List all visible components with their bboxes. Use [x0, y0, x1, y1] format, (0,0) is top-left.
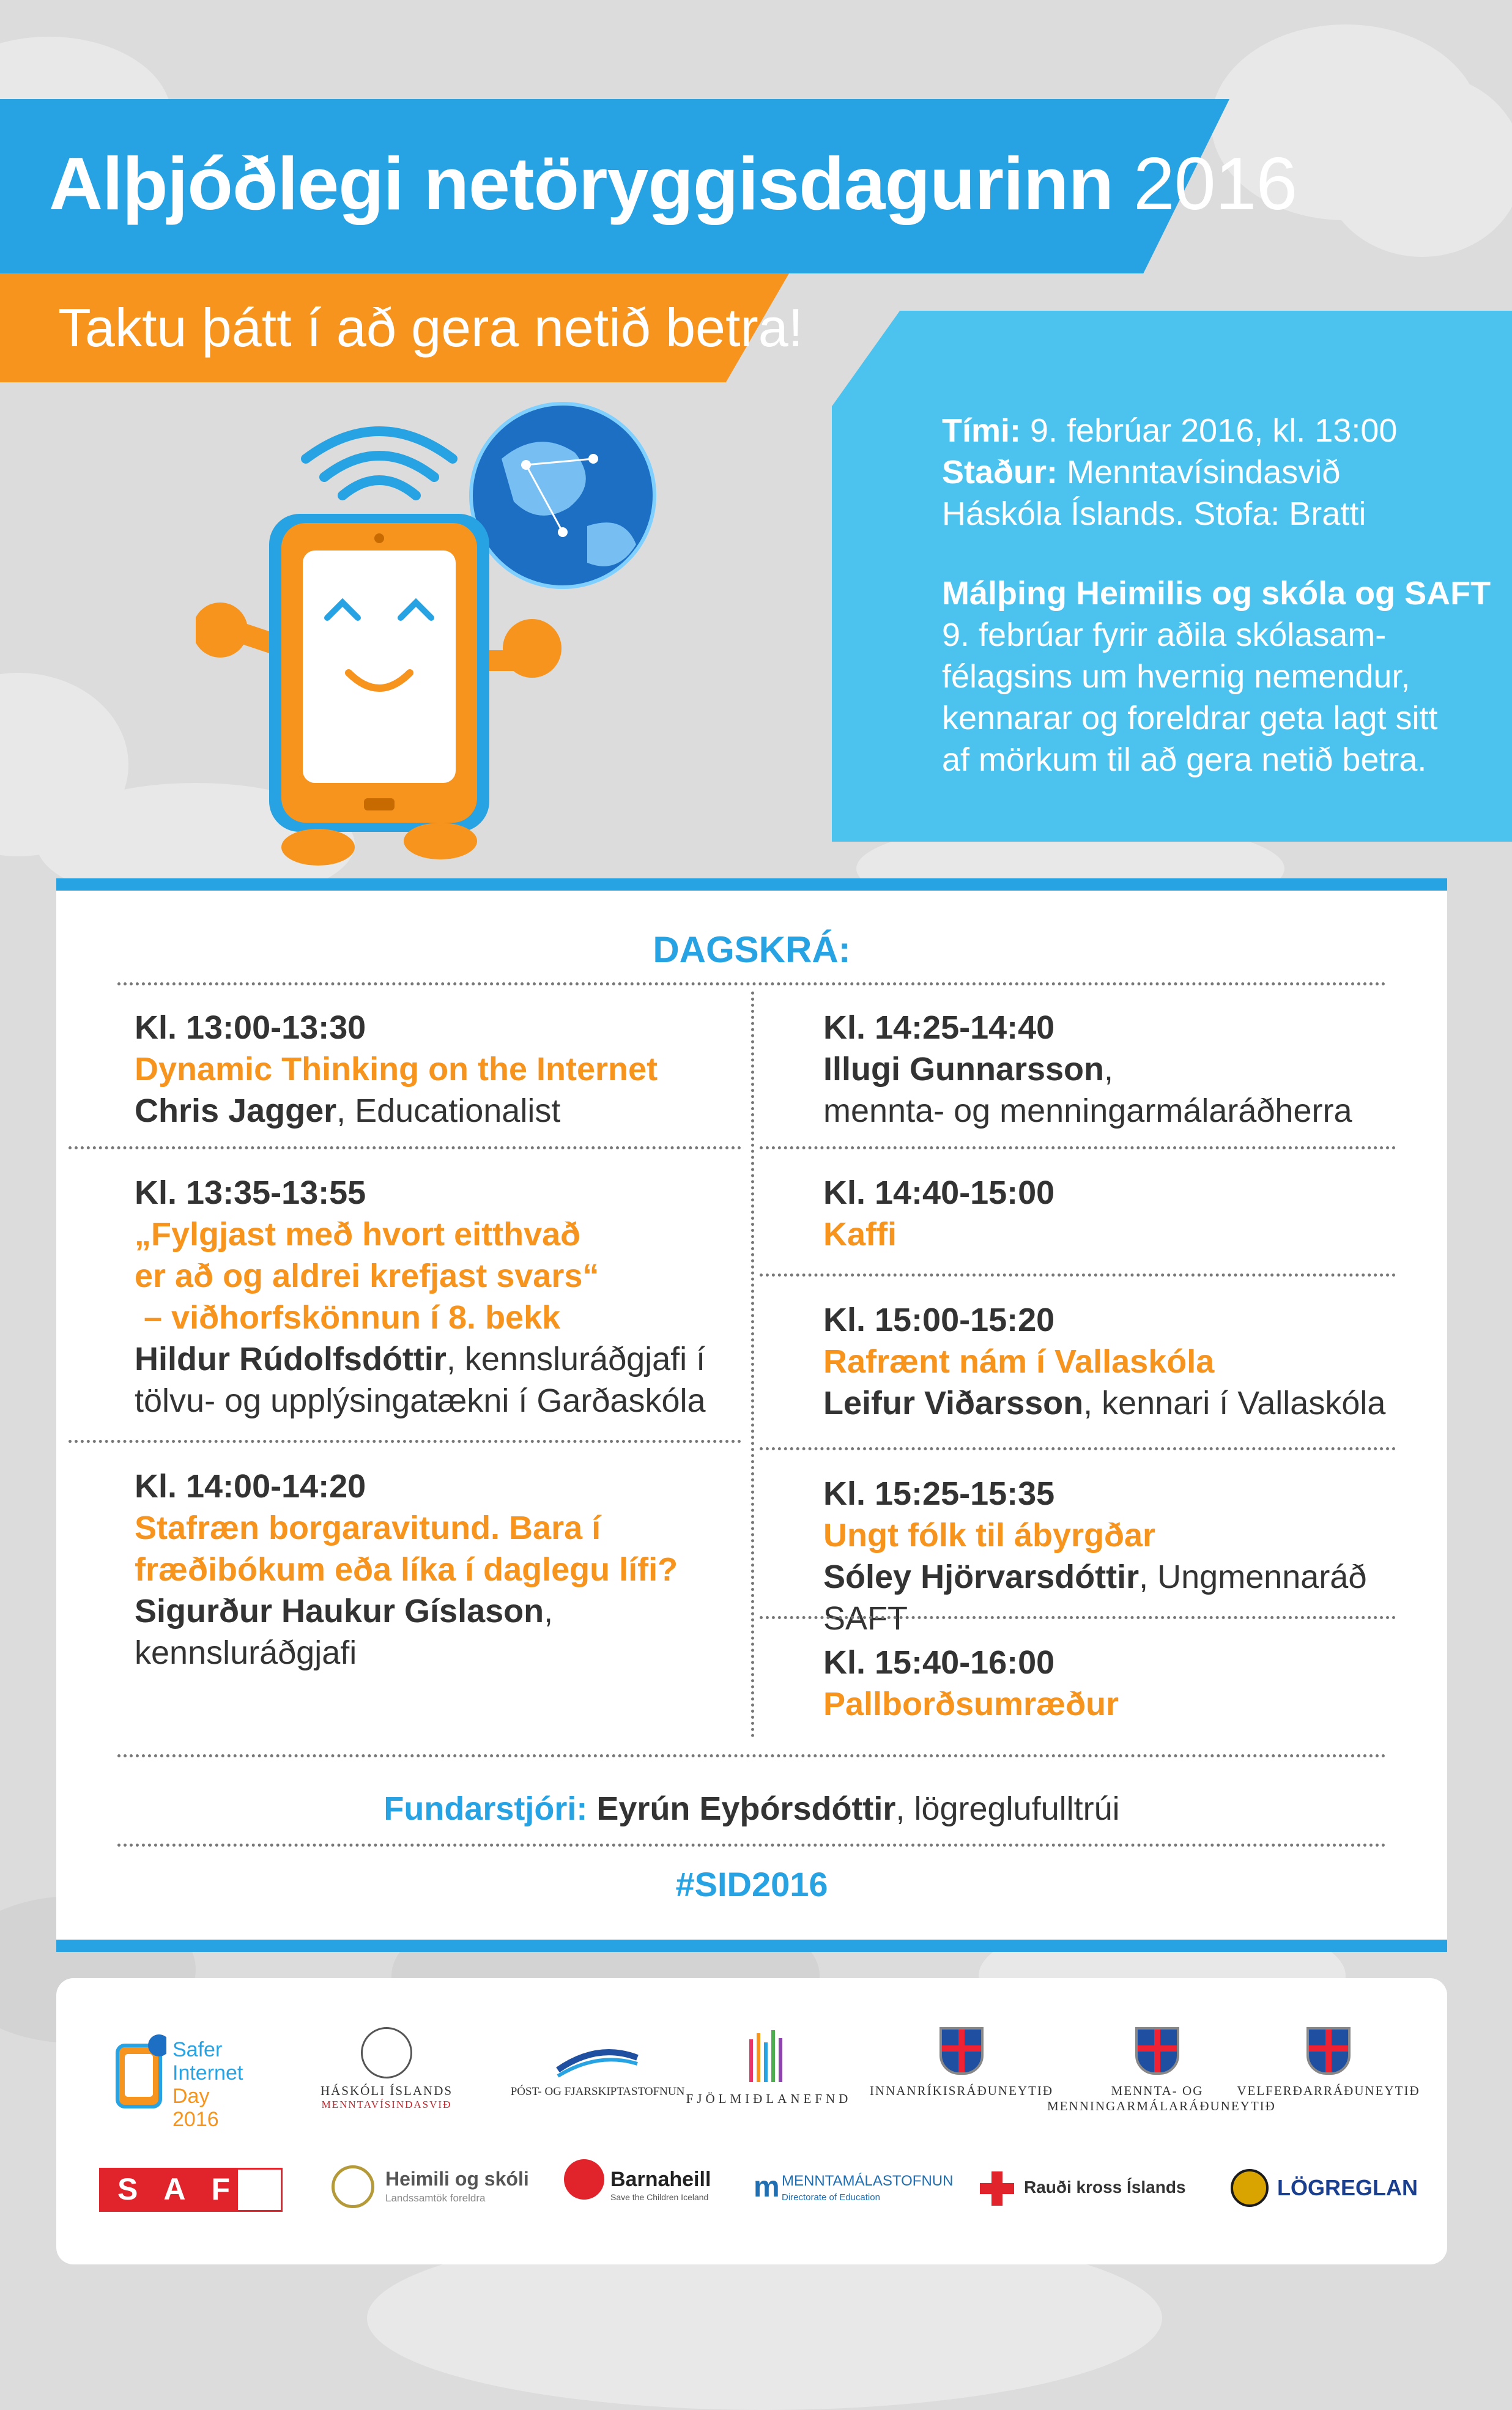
color-bars-icon [744, 2027, 793, 2088]
tablet-mascot-illustration [196, 391, 685, 869]
menntamalastofnun-m-icon: m [754, 2171, 780, 2203]
place-line [942, 451, 1492, 493]
sponsor-logos [56, 1978, 1447, 2264]
globe-icon [471, 404, 654, 587]
chair-label: Fundarstjóri: [384, 1790, 588, 1827]
mennta-og-menningarmalaraduneytid-logo: MENNTA- OG MENNINGARMÁLARÁÐUNEYTIÐ [1047, 2027, 1267, 2114]
program-time: Kl. 14:00-14:20 [135, 1468, 366, 1505]
program-time: Kl. 14:25-14:40 [823, 1009, 1055, 1046]
seminar-line: félagsins um hvernig nemendur, [942, 658, 1410, 695]
chair-role: , lögreglufulltrúi [895, 1790, 1120, 1827]
program-topic: er að og aldrei krefjast svars“ [135, 1258, 599, 1294]
heimili-og-skoli-emblem-icon [332, 2165, 374, 2208]
program-time: Kl. 14:40-15:00 [823, 1174, 1055, 1211]
program-role: , Educationalist [336, 1092, 561, 1129]
event-info [942, 410, 1492, 780]
divider [69, 1146, 741, 1149]
program-topic: Dynamic Thinking on the Internet [135, 1051, 658, 1088]
seminar-line: af mörkum til að gera netið betra. [942, 741, 1427, 778]
program-item [823, 1473, 1410, 1639]
saft-logo: SAFT [99, 2168, 283, 2212]
pfs-wave-icon [552, 2039, 643, 2082]
program-topic: fræðibókum eða líka í daglegu lífi? [135, 1551, 678, 1588]
program-heading: DAGSKRÁ: [653, 929, 851, 970]
seminar-line: 9. febrúar fyrir aðila skólasam- [942, 617, 1387, 653]
divider [760, 1274, 1396, 1277]
program-topic: Rafrænt nám í Vallaskóla [823, 1343, 1215, 1380]
program-speaker: Leifur Viðarsson [823, 1385, 1084, 1422]
program-time: Kl. 15:25-15:35 [823, 1475, 1055, 1512]
coat-of-arms-icon [1306, 2027, 1351, 2075]
seminar-title: Málþing Heimilis og skóla og SAFT [942, 575, 1491, 612]
program-item [135, 1007, 722, 1132]
program-item [823, 1642, 1410, 1725]
program-time: Kl. 15:00-15:20 [823, 1302, 1055, 1338]
program-speaker: Illugi Gunnarsson [823, 1051, 1105, 1088]
time-value: 9. febrúar 2016, kl. 13:00 [1030, 412, 1398, 449]
hashtag: #SID2016 [675, 1865, 828, 1904]
tablet-mascot-icon [111, 2033, 166, 2113]
program-item [823, 1299, 1410, 1424]
program-topic: Stafræn borgaravitund. Bara í [135, 1510, 601, 1546]
page-title [49, 141, 1297, 226]
program-role: , Ungmennaráð SAFT [823, 1559, 1367, 1637]
wifi-icon [306, 431, 453, 495]
program-item [135, 1466, 734, 1674]
coat-of-arms-icon [1135, 2027, 1179, 2075]
divider [760, 1447, 1396, 1450]
divider [117, 1844, 1386, 1847]
program-topic: Kaffi [823, 1216, 897, 1253]
divider [117, 982, 1386, 985]
chair-name: Eyrún Eyþórsdóttir [596, 1790, 896, 1827]
title-main: Alþjóðlegi netöryggisdagurinn [49, 142, 1113, 225]
police-badge-icon [1231, 2169, 1269, 2207]
coat-of-arms-icon [939, 2027, 984, 2075]
program-role: , kennari í Vallaskóla [1083, 1385, 1386, 1422]
program-role: mennta- og menningarmálaráðherra [823, 1092, 1352, 1129]
program-speaker: Hildur Rúdolfsdóttir [135, 1341, 447, 1377]
divider [69, 1440, 741, 1443]
heimili-og-skoli-logo: Heimili og skóli Landssamtök foreldra [332, 2162, 527, 2217]
program-role: tölvu- og upplýsingatækni í Garðaskóla [135, 1382, 706, 1419]
program-item [823, 1007, 1410, 1132]
barnaheill-logo: Barnaheill Save the Children Iceland [564, 2159, 747, 2214]
divider [117, 1754, 1386, 1757]
program-role: kennsluráðgjafi [135, 1634, 357, 1671]
post-og-fjarskiptastofnun-logo: PÓST- OG FJARSKIPTASTOFNUN [497, 2039, 699, 2099]
program-topic: – viðhorfskönnun í 8. bekk [135, 1299, 561, 1336]
program-topic: „Fylgjast með hvort eitthvað [135, 1216, 581, 1253]
place-value: Menntavísindasvið [1067, 454, 1341, 491]
innanrikisraduneytid-logo: INNANRÍKISRÁÐUNEYTIÐ [851, 2027, 1072, 2099]
program-topic: Ungt fólk til ábyrgðar [823, 1517, 1156, 1554]
university-seal-icon [361, 2027, 412, 2078]
program-panel [56, 878, 1447, 1952]
logreglan-logo: LÖGREGLAN [1231, 2167, 1414, 2211]
save-the-children-icon [564, 2159, 604, 2200]
safer-internet-day-logo: Safer Internet Day 2016 [111, 2027, 252, 2131]
program-item [823, 1172, 1410, 1255]
time-line [942, 410, 1492, 451]
divider [760, 1616, 1396, 1619]
haskoli-islands-logo: HÁSKÓLI ÍSLANDS MENNTAVÍSINDASVIÐ [313, 2027, 460, 2111]
raudi-kross-islands-logo: Rauði kross Íslands [980, 2171, 1182, 2208]
program-speaker: Sigurður Haukur Gíslason [135, 1593, 544, 1630]
program-topic: Pallborðsumræður [823, 1686, 1119, 1722]
place-value-line2: Háskóla Íslands. Stofa: Bratti [942, 495, 1366, 532]
column-divider [751, 992, 754, 1738]
time-label: Tími: [942, 412, 1021, 449]
program-time: Kl. 13:00-13:30 [135, 1009, 366, 1046]
subtitle: Taktu þátt í að gera netið betra! [58, 297, 804, 358]
program-speaker: Chris Jagger [135, 1092, 337, 1129]
program-role: , [544, 1593, 554, 1630]
meeting-chair [56, 1790, 1447, 1828]
fjolmidlanefnd-logo: FJÖLMIÐLANEFND [668, 2027, 870, 2107]
program-time: Kl. 13:35-13:55 [135, 1174, 366, 1211]
place-label: Staður: [942, 454, 1058, 491]
velferdarraduneytid-logo: VELFERÐARRÁÐUNEYTIÐ [1218, 2027, 1439, 2099]
program-time: Kl. 15:40-16:00 [823, 1644, 1055, 1681]
program-role: , [1104, 1051, 1114, 1088]
program-speaker: Sóley Hjörvarsdóttir [823, 1559, 1140, 1595]
seminar-line: kennarar og foreldrar geta lagt sitt [942, 700, 1438, 736]
program-role: , kennsluráðgjafi í [446, 1341, 706, 1377]
program-item [135, 1172, 722, 1422]
title-year: 2016 [1133, 142, 1297, 225]
background-cloud [1321, 73, 1512, 257]
red-cross-icon [980, 2171, 1014, 2206]
menntamalastofnun-logo: m MENNTAMÁLASTOFNUN Directorate of Education [754, 2171, 954, 2203]
divider [760, 1146, 1396, 1149]
